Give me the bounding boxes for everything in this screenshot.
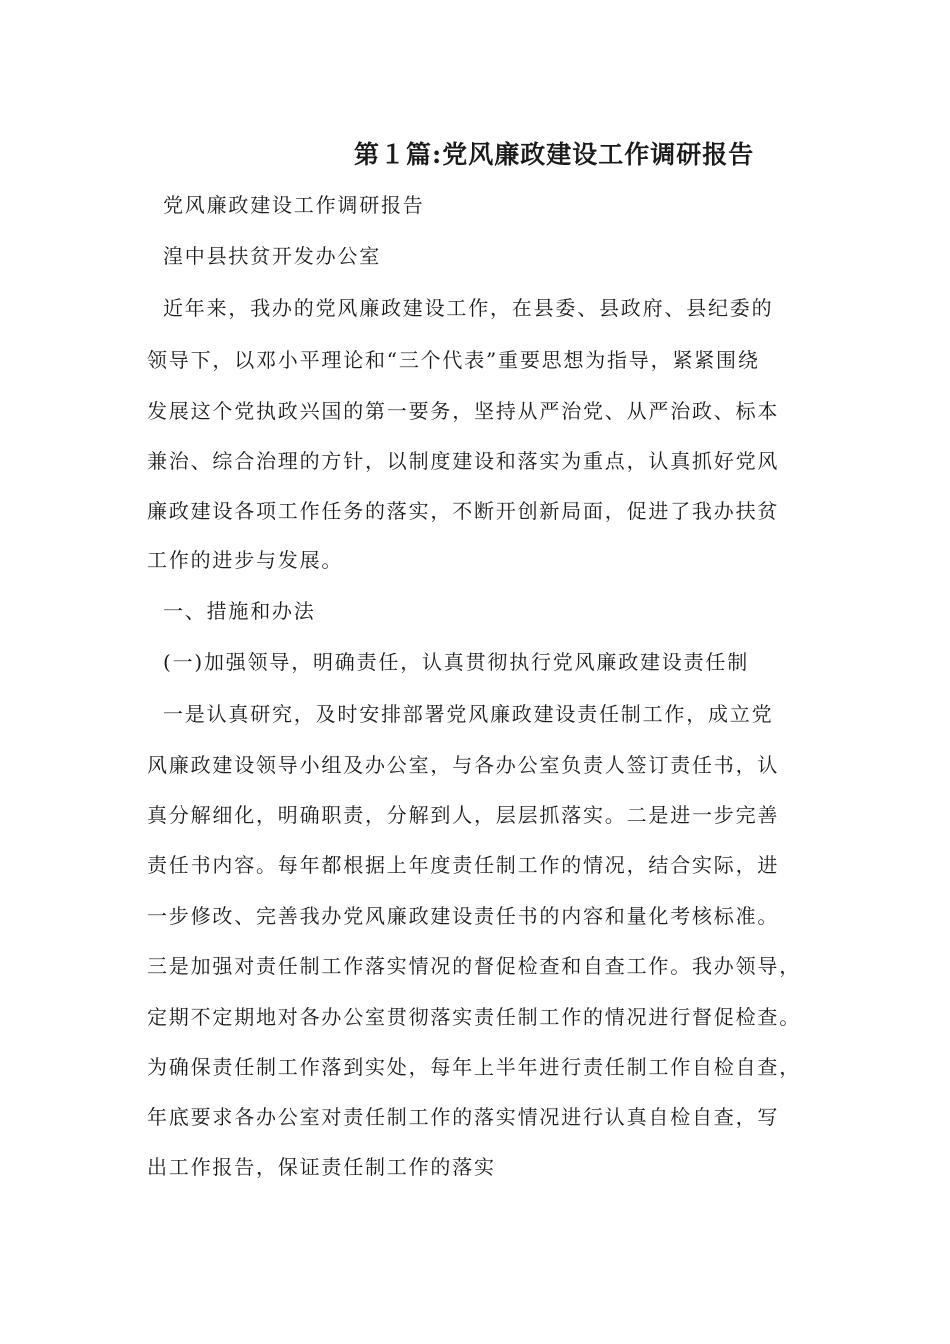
subtitle-line: 党风廉政建设工作调研报告 xyxy=(163,193,425,217)
author-line: 湟中县扶贫开发办公室 xyxy=(163,244,381,268)
document-title: 第１篇:党风廉政建设工作调研报告 xyxy=(354,140,755,169)
body-line: 为确保责任制工作落到实处，每年上半年进行责任制工作自检自查， xyxy=(147,1055,801,1079)
body-line: 年底要求各办公室对责任制工作的落实情况进行认真自检自查，写 xyxy=(147,1105,780,1129)
body-line: 三是加强对责任制工作落实情况的督促检查和自查工作。我办领导， xyxy=(147,954,801,978)
body-line: 一步修改、完善我办党风廉政建设责任书的内容和量化考核标准。 xyxy=(147,904,780,928)
body-line: 一是认真研究，及时安排部署党风廉政建设责任制工作，成立党 xyxy=(163,702,774,726)
body-line: 风廉政建设领导小组及办公室，与各办公室负责人签订责任书，认 xyxy=(147,753,780,777)
body-line: 发展这个党执政兴国的第一要务，坚持从严治党、从严治政、标本 xyxy=(147,399,780,423)
subsection-heading: (一)加强领导，明确责任，认真贯彻执行党风廉政建设责任制 xyxy=(163,650,750,674)
body-line: 责任书内容。每年都根据上年度责任制工作的情况，结合实际，进 xyxy=(147,853,780,877)
body-line: 定期不定期地对各办公室贯彻落实责任制工作的情况进行督促检查。 xyxy=(147,1005,801,1029)
section-heading: 一、措施和办法 xyxy=(163,599,316,623)
body-line: 真分解细化，明确职责，分解到人，层层抓落实。二是进一步完善 xyxy=(147,803,780,827)
body-line: 廉政建设各项工作任务的落实，不断开创新局面，促进了我办扶贫 xyxy=(147,499,780,523)
body-line: 领导下，以邓小平理论和“三个代表”重要思想为指导，紧紧围绕 xyxy=(147,348,760,372)
body-line: 近年来，我办的党风廉政建设工作，在县委、县政府、县纪委的 xyxy=(163,296,774,320)
body-line: 出工作报告，保证责任制工作的落实 xyxy=(147,1155,496,1179)
body-line: 兼治、综合治理的方针，以制度建设和落实为重点，认真抓好党风 xyxy=(147,449,780,473)
body-line: 工作的进步与发展。 xyxy=(147,548,344,572)
